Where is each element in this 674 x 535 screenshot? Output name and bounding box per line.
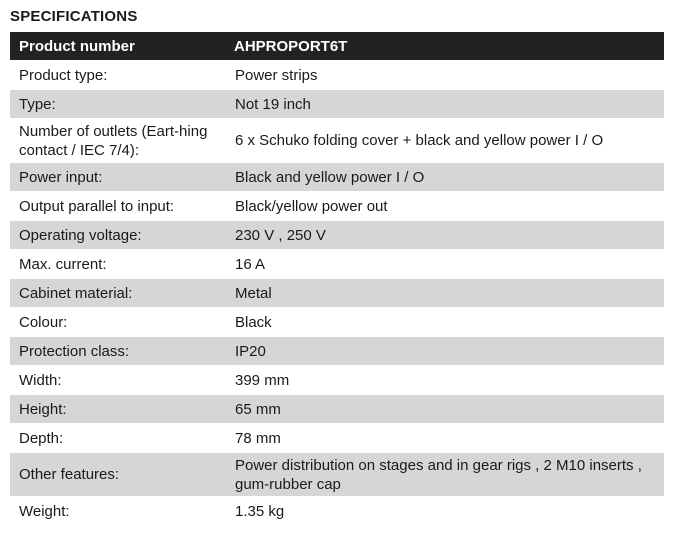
- row-value: Black and yellow power I / O: [225, 163, 664, 192]
- row-value: Not 19 inch: [225, 90, 664, 119]
- header-value: AHPROPORT6T: [225, 32, 664, 61]
- row-label: Weight:: [10, 497, 225, 526]
- table-row: [10, 279, 664, 308]
- table-row: [10, 308, 664, 337]
- table-row: [10, 163, 664, 192]
- table-row: [10, 221, 664, 250]
- row-label: Number of outlets (Eart-hing contact / IEC 7/4):: [10, 119, 225, 163]
- table-row: [10, 366, 664, 395]
- row-value: 78 mm: [225, 424, 664, 453]
- row-value: Power strips: [225, 61, 664, 90]
- header-label: Product number: [10, 32, 225, 61]
- table-row: [10, 90, 664, 119]
- row-label: Colour:: [10, 308, 225, 337]
- row-value: 16 A: [225, 250, 664, 279]
- row-label: Output parallel to input:: [10, 192, 225, 221]
- row-value: Black: [225, 308, 664, 337]
- table-row: [10, 424, 664, 453]
- table-header-row: [10, 32, 664, 61]
- specifications-table: [10, 32, 664, 525]
- row-label: Height:: [10, 395, 225, 424]
- table-row: [10, 395, 664, 424]
- row-value: 1.35 kg: [225, 497, 664, 526]
- table-row: [10, 61, 664, 90]
- row-label: Depth:: [10, 424, 225, 453]
- table-row: [10, 192, 664, 221]
- table-row: [10, 119, 664, 163]
- table-row: [10, 337, 664, 366]
- row-value: 65 mm: [225, 395, 664, 424]
- row-value: Black/yellow power out: [225, 192, 664, 221]
- section-title: SPECIFICATIONS: [10, 8, 138, 25]
- row-value: 399 mm: [225, 366, 664, 395]
- row-label: Operating voltage:: [10, 221, 225, 250]
- row-label: Max. current:: [10, 250, 225, 279]
- row-label: Width:: [10, 366, 225, 395]
- row-label: Power input:: [10, 163, 225, 192]
- row-label: Product type:: [10, 61, 225, 90]
- table-row: [10, 250, 664, 279]
- table-row: [10, 497, 664, 526]
- row-label: Other features:: [10, 453, 225, 497]
- row-value: 6 x Schuko folding cover + black and yellow power I / O: [225, 119, 664, 163]
- row-label: Type:: [10, 90, 225, 119]
- row-value: 230 V , 250 V: [225, 221, 664, 250]
- table-row: [10, 453, 664, 497]
- row-value: Power distribution on stages and in gear rigs , 2 M10 inserts , gum-rubber cap: [225, 453, 664, 497]
- row-value: Metal: [225, 279, 664, 308]
- row-label: Protection class:: [10, 337, 225, 366]
- row-label: Cabinet material:: [10, 279, 225, 308]
- row-value: IP20: [225, 337, 664, 366]
